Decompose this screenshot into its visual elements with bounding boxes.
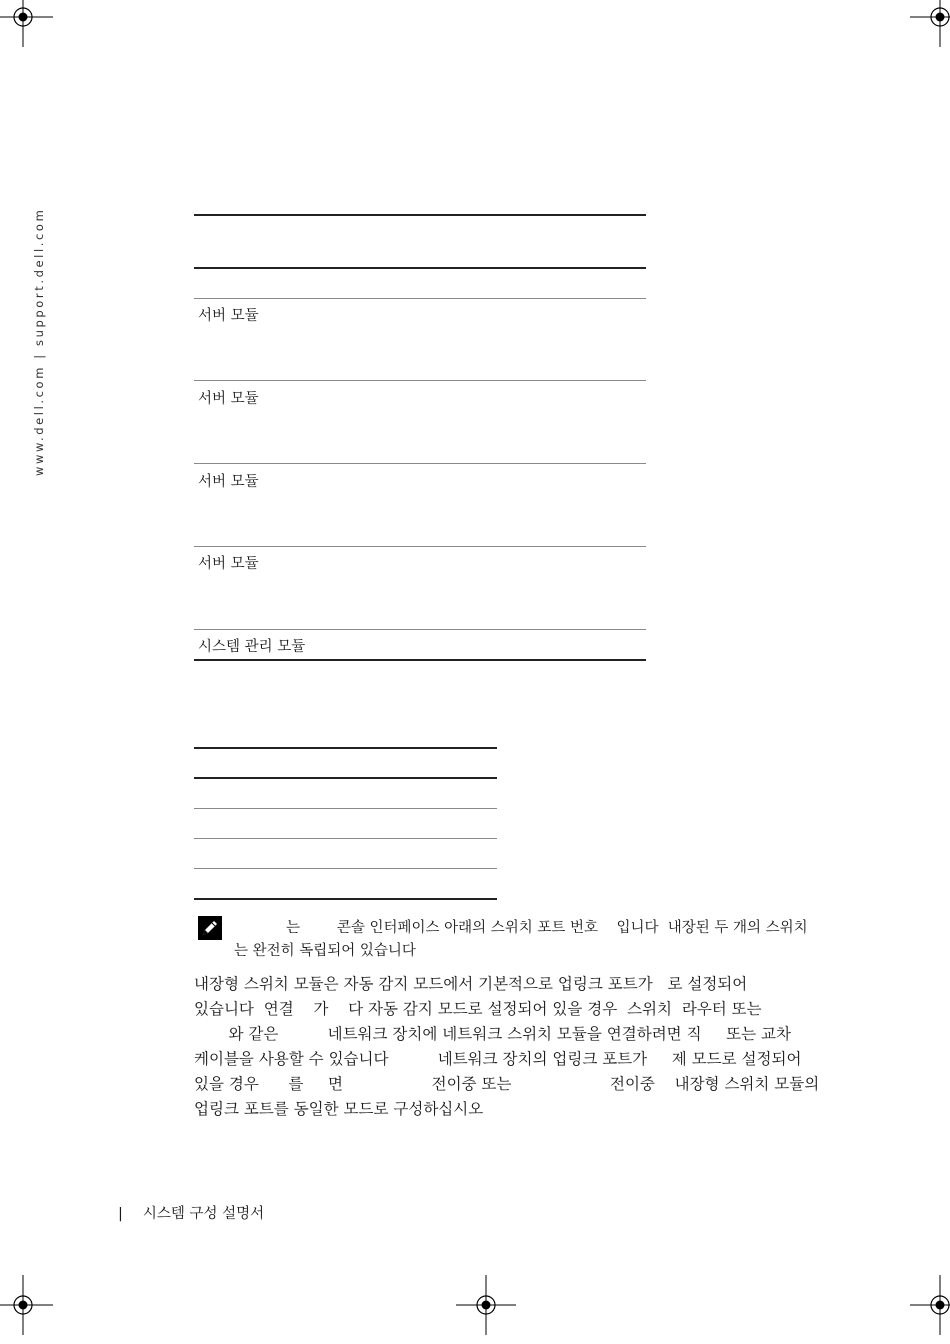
table-bottom-rule <box>194 898 497 900</box>
table-row-rule <box>194 298 646 299</box>
table-row-label: 서버 모듈 <box>198 308 259 324</box>
paragraph-line: 내장형 스위치 모듈은 자동 감지 모드에서 기본적으로 업링크 포트가 로 설정되어 <box>194 975 748 993</box>
pencil-note-icon <box>198 916 222 940</box>
table-row-rule <box>194 463 646 464</box>
table-row-rule <box>194 838 497 839</box>
table-header-rule <box>194 777 497 779</box>
registration-mark-bottom-center <box>456 1275 516 1335</box>
note-text-line: 는 콘솔 인터페이스 아래의 스위치 포트 번호 입니다 내장된 두 개의 스위치 <box>286 920 808 936</box>
registration-mark-top-right <box>910 0 950 47</box>
table-row-label: 서버 모듈 <box>198 474 259 490</box>
side-url-text: www.dell.com | support.dell.com <box>32 207 46 476</box>
table-row-rule <box>194 546 646 547</box>
page-footer <box>118 1202 264 1223</box>
table-row-rule <box>194 380 646 381</box>
table-top-rule <box>194 747 497 749</box>
table-row-rule <box>194 629 646 630</box>
paragraph-line: 케이블을 사용할 수 있습니다 네트워크 장치의 업링크 포트가 제 모드로 설정되어 <box>194 1050 802 1068</box>
table-row-rule <box>194 808 497 809</box>
footer-title: 시스템 구성 설명서 <box>142 1206 265 1222</box>
table-top-rule <box>194 214 646 216</box>
table-row-label: 서버 모듈 <box>198 391 259 407</box>
note-text-line: 는 완전히 독립되어 있습니다 <box>234 943 416 959</box>
table-bottom-rule <box>194 659 646 661</box>
paragraph-line: 업링크 포트를 동일한 모드로 구성하십시오 <box>194 1100 484 1118</box>
table-header-rule <box>194 267 646 269</box>
footer-separator: | <box>118 1206 123 1222</box>
registration-mark-top-left <box>0 0 53 47</box>
registration-mark-bottom-right <box>910 1275 950 1335</box>
table-row-label: 서버 모듈 <box>198 556 259 572</box>
paragraph-line: 있습니다 연결 가 다 자동 감지 모드로 설정되어 있을 경우 스위치 라우터 또는 <box>194 1000 762 1018</box>
table-row-label: 시스템 관리 모듈 <box>198 639 306 655</box>
registration-mark-bottom-left <box>0 1275 53 1335</box>
paragraph-line: 와 같은 네트워크 장치에 네트워크 스위치 모듈을 연결하려면 직 또는 교차 <box>194 1025 792 1043</box>
table-row-rule <box>194 868 497 869</box>
paragraph-line: 있을 경우 를 면 전이중 또는 전이중 내장형 스위치 모듈의 <box>194 1075 820 1093</box>
